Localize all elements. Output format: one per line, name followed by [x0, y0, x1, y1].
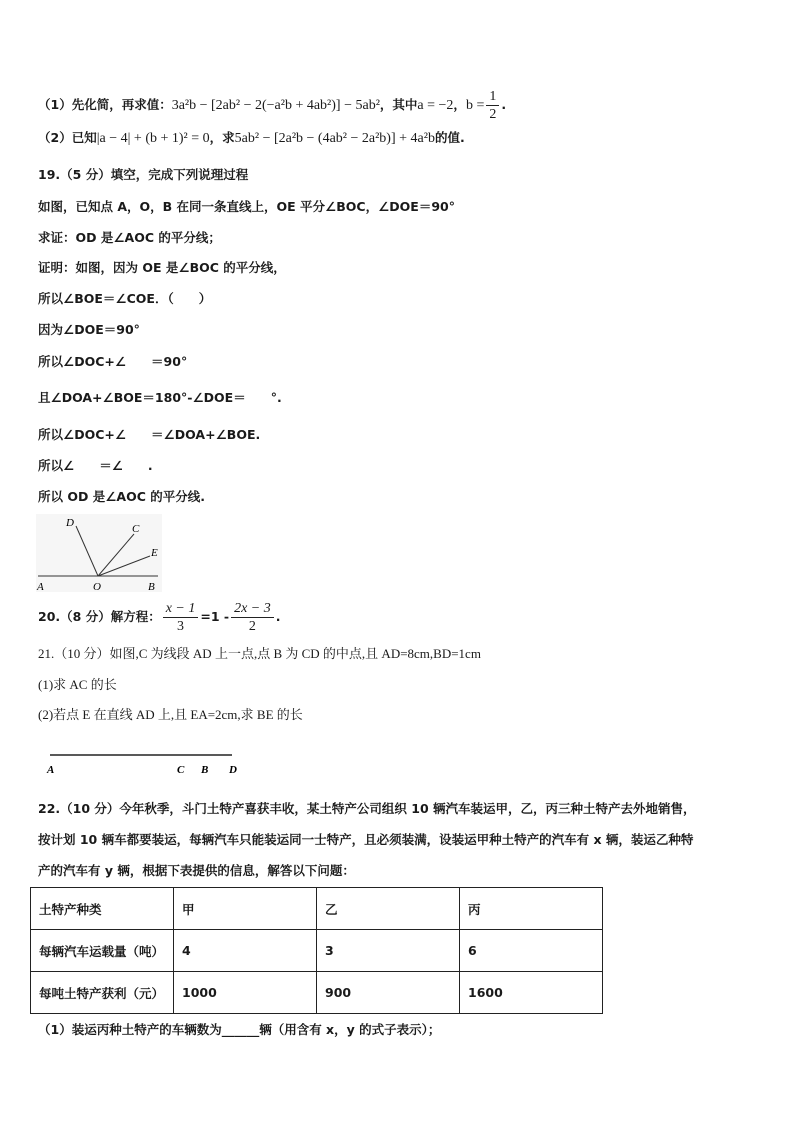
q21-segment-figure [40, 748, 250, 776]
label-c: C [132, 523, 140, 535]
q20-mid: =1 - [200, 609, 230, 624]
q18-part1-label: （1）先化简，再求值： [38, 97, 172, 112]
table-cell: 乙 [317, 888, 460, 930]
table-cell: 丙 [460, 888, 603, 930]
q18-part1-a-value: a = −2 [417, 98, 454, 113]
q22-data-table [30, 887, 603, 1014]
table-cell: 4 [174, 930, 317, 972]
q20-fraction-1 [163, 600, 199, 635]
table-row [31, 972, 603, 1014]
label-o: O [93, 581, 101, 593]
table-cell: 1600 [460, 972, 603, 1014]
q19-title: 19.（5 分）填空，完成下列说理过程 [38, 167, 249, 182]
q20-fraction-1-denominator: 3 [177, 619, 185, 634]
q18-part2-condition: |a − 4| + (b + 1)² = 0 [96, 131, 210, 146]
q18-part1-b-fraction [486, 88, 499, 123]
b-fraction-denominator: 2 [489, 107, 497, 122]
q18-part2 [38, 130, 465, 147]
point-b-label: B [201, 764, 209, 776]
b-fraction-numerator: 1 [486, 88, 499, 106]
q19-line-1: 如图，已知点 A，O，B 在同一条直线上，OE 平分∠BOC，∠DOE＝90° [38, 199, 455, 214]
q19-angle-figure [34, 512, 164, 594]
table-cell: 900 [317, 972, 460, 1014]
q19-line-9: 所以∠ ＝∠ . [38, 458, 153, 473]
table-cell: 1000 [174, 972, 317, 1014]
q18-part2-label: （2）已知 [38, 130, 97, 145]
q19-line-7: 且∠DOA+∠BOE＝180°-∠DOE＝ °. [38, 390, 282, 405]
q21-line-2: (1)求 AC 的长 [38, 677, 117, 692]
q20 [38, 600, 281, 635]
table-cell: 每辆汽车运载量（吨） [31, 930, 174, 972]
q22-line-3: 产的汽车有 y 辆，根据下表提供的信息，解答以下问题： [38, 863, 355, 878]
q18-part1-b-eq: b = [465, 98, 485, 113]
label-d: D [66, 517, 74, 529]
q22-sub-question-1: （1）装运丙种土特产的车辆数为______辆（用含有 x，y 的式子表示）； [38, 1022, 441, 1037]
q20-label: 20.（8 分）解方程： [38, 609, 161, 624]
q18-part1-end: . [501, 97, 507, 112]
q20-fraction-1-numerator: x − 1 [163, 600, 199, 618]
table-row [31, 930, 603, 972]
q18-part1-where: ，其中 [379, 97, 418, 112]
q19-line-10: 所以 OD 是∠AOC 的平分线. [38, 489, 205, 504]
q19-line-6: 所以∠DOC+∠ ＝90° [38, 354, 188, 369]
q19-line-4: 所以∠BOE＝∠COE．（ ） [38, 291, 212, 306]
q19-line-3: 证明：如图，因为 OE 是∠BOC 的平分线， [38, 260, 286, 275]
q18-part2-mid: ，求 [209, 130, 235, 145]
q22-line-1: 22.（10 分）今年秋季，斗门土特产喜获丰收，某土特产公司组织 10 辆汽车装运甲，乙，丙三种土特产去外地销售， [38, 801, 696, 816]
point-a-label: A [47, 764, 55, 776]
q20-fraction-2 [231, 600, 274, 635]
q18-part1-sep: ， [453, 97, 466, 112]
q20-fraction-2-denominator: 2 [248, 619, 256, 634]
label-b: B [148, 581, 155, 593]
table-cell: 每吨土特产获利（元） [31, 972, 174, 1014]
q18-part2-end: 的值. [434, 130, 465, 145]
point-d-label: D [229, 764, 237, 776]
q21-line-1: 21.（10 分）如图,C 为线段 AD 上一点,点 B 为 CD 的中点,且 AD=8cm,BD=1cm [38, 646, 481, 661]
table-header-row [31, 888, 603, 930]
table-cell: 3 [317, 930, 460, 972]
q20-end: . [275, 609, 281, 624]
table-cell: 土特产种类 [31, 888, 174, 930]
q20-fraction-2-numerator: 2x − 3 [231, 600, 274, 618]
q19-line-2: 求证：OD 是∠AOC 的平分线； [38, 230, 221, 245]
table-cell: 甲 [174, 888, 317, 930]
q19-line-5: 因为∠DOE＝90° [38, 322, 140, 337]
q18-part1-expression: 3a²b − [2ab² − 2(−a²b + 4ab²)] − 5ab² [171, 98, 380, 113]
q21-line-3: (2)若点 E 在直线 AD 上,且 EA=2cm,求 BE 的长 [38, 707, 303, 722]
q22-line-2: 按计划 10 辆车都要装运，每辆汽车只能装运同一士特产，且必须装满，设装运甲种土特产的汽车有 x 辆，装运乙种特 [38, 832, 694, 847]
q18-part1 [38, 88, 506, 123]
table-cell: 6 [460, 930, 603, 972]
q18-part2-expression: 5ab² − [2a²b − (4ab² − 2a²b)] + 4a²b [234, 131, 435, 146]
point-c-label: C [177, 764, 185, 776]
q19-line-8: 所以∠DOC+∠ ＝∠DOA+∠BOE. [38, 427, 261, 442]
label-a: A [37, 581, 44, 593]
label-e: E [151, 547, 158, 559]
